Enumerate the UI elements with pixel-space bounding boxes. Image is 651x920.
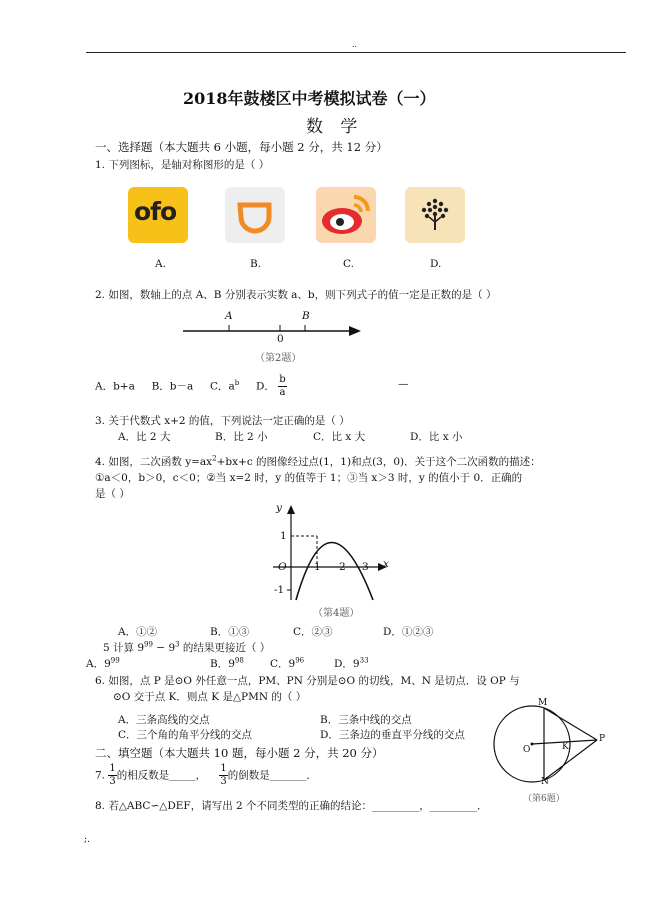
header-rule	[86, 52, 626, 53]
fig6-label-o: O	[523, 745, 531, 755]
q7-fraction-1: $\frac{1}{3}$	[109, 763, 116, 787]
q7: 7. $\frac{1}{3}$ 的相反数是_____， $\frac{1}{3}$ 的倒数是_______．	[95, 763, 317, 787]
q1-label-c: C.	[343, 258, 354, 270]
q4-line-1: 4. 如图，二次函数 $y=ax^2+bx+c$ 的图像经过点(1，1)和点(3，0)．关于这个二次函数的描述：	[95, 454, 541, 468]
q2-opt-c: C．a	[209, 380, 235, 393]
q4-opt-c: C．②③	[293, 626, 333, 638]
graph-tick-minus1y: -1	[274, 584, 285, 596]
q5-opt-d: D．$9^{33}$	[334, 656, 369, 670]
q5-stem: 5 计算 $9^{99} - 9^3$ 的结果更接近（ ）	[103, 640, 271, 654]
tree-logo	[405, 187, 465, 243]
q2-options	[95, 374, 287, 399]
q2-dash: —	[398, 378, 409, 390]
q7-fraction-2: $\frac{1}{3}$	[220, 763, 227, 787]
section-2-heading: 二、填空题（本大题共 10 题，每小题 2 分，共 20 分）	[95, 746, 384, 760]
ofo-logo-text: ofo	[134, 197, 177, 226]
q6-opt-d: D．三条边的垂直平分线的交点	[320, 729, 465, 741]
q6-line-1: 6. 如图，点 P 是⊙O 外任意一点，PM、PN 分别是⊙O 的切线，M、N 是切点．设 OP 与	[95, 675, 520, 687]
q6-caption: （第6题）	[523, 794, 565, 804]
fig6-label-k: K	[562, 742, 569, 752]
header-mark: ..	[352, 40, 358, 49]
ofo-logo	[128, 187, 188, 243]
q8-stem: 8. 若△ABC∽△DEF，请写出 2 个不同类型的正确的结论：_________，_________．	[95, 800, 488, 812]
tree-icon	[405, 187, 465, 243]
point-a-label: A	[225, 310, 233, 322]
page-title: 2018年鼓楼区中考模拟试卷（一）	[183, 89, 436, 108]
graph-x-label: x	[383, 558, 389, 570]
q5-opt-b: B．$9^{98}$	[210, 656, 244, 670]
graph-tick-1x: 1	[314, 561, 321, 573]
didi-logo	[225, 187, 285, 243]
q3-opt-a: A．比 2 大	[118, 431, 171, 443]
q5-opt-c: C．$9^{96}$	[270, 656, 305, 670]
q4-caption: （第4题）	[313, 608, 360, 619]
graph-y-label: y	[276, 502, 282, 514]
point-b-label: B	[302, 310, 310, 322]
q6-opt-b: B．三条中线的交点	[320, 714, 412, 726]
q4-opt-d: D．①②③	[383, 626, 434, 638]
q5-opt-a: A．$9^{99}$	[86, 656, 120, 670]
q1-stem: 1. 下列图标，是轴对称图形的是（ ）	[95, 159, 270, 171]
q3-opt-b: B．比 2 小	[215, 431, 268, 443]
fig6-label-n: N	[541, 777, 549, 787]
q1-label-d: D.	[430, 258, 442, 270]
graph-tick-3x: 3	[362, 561, 369, 573]
fig6-label-p: P	[599, 734, 606, 744]
q2-opt-c-sup: b	[234, 379, 240, 387]
didi-icon	[225, 187, 285, 243]
q6-opt-c: C．三个角的角平分线的交点	[118, 729, 253, 741]
q4-line-3: 是（ ）	[95, 488, 130, 500]
subject-title: 数 学	[306, 117, 364, 137]
q6-opt-a: A．三条高线的交点	[118, 714, 210, 726]
weibo-icon	[316, 187, 376, 243]
q6-line-2: ⊙O 交于点 K．则点 K 是△PMN 的（ ）	[113, 691, 307, 703]
circle-tangent-figure	[485, 698, 610, 806]
q1-label-b: B.	[250, 258, 262, 270]
weibo-logo	[316, 187, 376, 243]
q2-opt-b: B．b－a	[151, 380, 194, 393]
q3-stem: 3. 关于代数式 x+2 的值，下列说法一定正确的是（ ）	[95, 415, 350, 427]
q4-line-2: ①a＜0，b＞0，c＜0；②当 x=2 时，y 的值等于 1；③当 x＞3 时，y 的值小于 0．正确的	[95, 472, 523, 484]
number-line-figure	[175, 306, 375, 370]
graph-origin-label: O	[278, 561, 287, 573]
q2-stem: 2. 如图，数轴上的点 A、B 分别表示实数 a、b，则下列式子的值一定是正数的是（ ）	[95, 289, 497, 301]
zero-label: 0	[277, 333, 284, 345]
graph-tick-1y: 1	[280, 530, 287, 542]
parabola-graph	[265, 500, 395, 605]
q4-opt-b: B．①③	[210, 626, 250, 638]
circle-tangent-diagram	[485, 698, 610, 806]
graph-tick-2x: 2	[339, 561, 346, 573]
q2-caption: （第2题）	[255, 353, 302, 364]
q3-opt-d: D．比 x 小	[410, 431, 463, 443]
fig6-label-m: M	[538, 698, 548, 708]
q2-opt-d: D．	[255, 380, 275, 393]
q3-opt-c: C．比 x 大	[313, 431, 366, 443]
section-1-heading: 一、选择题（本大题共 6 小题，每小题 2 分，共 12 分）	[95, 140, 388, 154]
footer-mark: ;.	[84, 835, 90, 845]
q2-opt-a: A．b+a	[95, 380, 135, 393]
parabola-figure	[265, 500, 395, 620]
q4-opt-a: A．①②	[118, 626, 158, 638]
q1-label-a: A.	[155, 258, 166, 270]
q2-opt-d-fraction: $\frac{b}{a}$	[279, 374, 286, 398]
